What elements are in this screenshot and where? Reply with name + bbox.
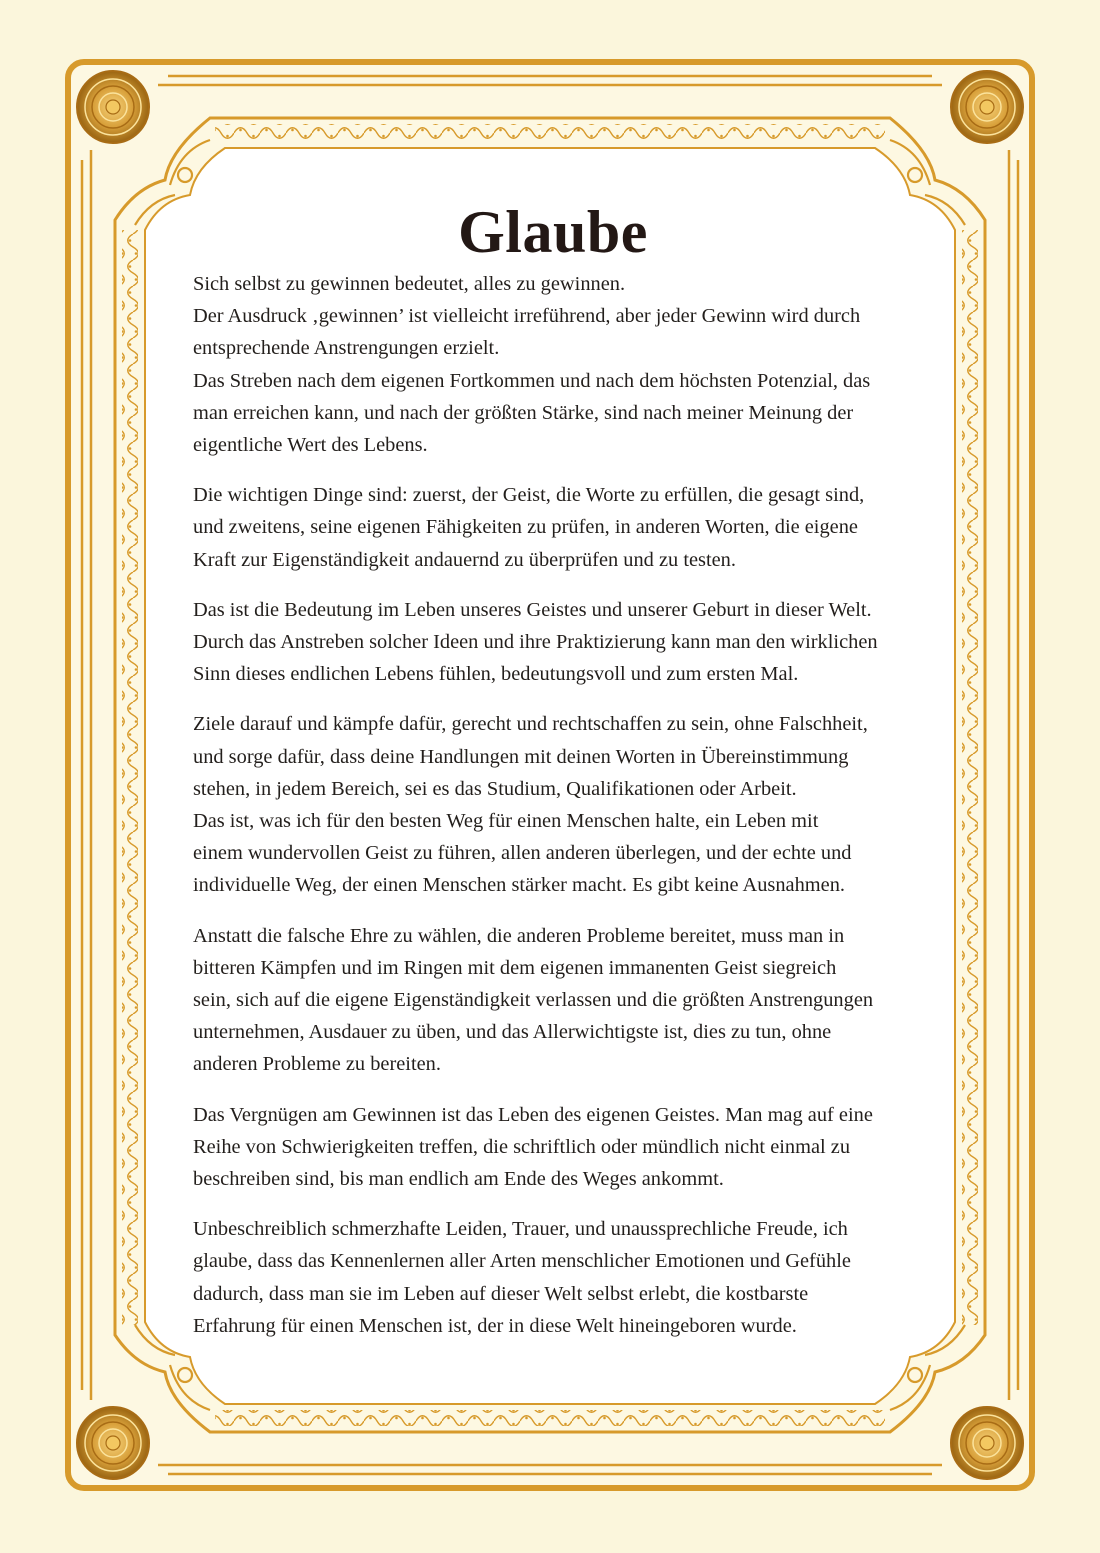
text-line: sein, sich auf die eigene Eigenständigkeit verlassen und die größten Anstrengungen (193, 989, 874, 1012)
corner-medallion-icon (77, 71, 149, 143)
text-line: Anstatt die falsche Ehre zu wählen, die anderen Probleme bereitet, muss man in (193, 924, 845, 947)
text-line: Ziele darauf und kämpfe dafür, gerecht und rechtschaffen zu sein, ohne Falschheit, (193, 713, 868, 736)
ornament-right (962, 230, 978, 1325)
text-line: Die wichtigen Dinge sind: zuerst, der Geist, die Worte zu erfüllen, die gesagt sind, (193, 484, 865, 507)
text-line: und sorge dafür, dass deine Handlungen mit deinen Worten in Übereinstimmung (193, 745, 849, 768)
document-title: Glaube (458, 199, 648, 265)
text-line: eigentliche Wert des Lebens. (193, 434, 428, 457)
text-line: Erfahrung für einen Menschen ist, der in diese Welt hineingeboren wurde. (193, 1314, 797, 1337)
corner-medallion-icon (951, 71, 1023, 143)
text-line: Sich selbst zu gewinnen bedeutet, alles zu gewinnen. (193, 273, 626, 295)
paragraph (193, 708, 913, 901)
text-line: Das Streben nach dem eigenen Fortkommen und nach dem höchsten Potenzial, das (193, 369, 871, 392)
paragraph (193, 479, 913, 576)
text-line: bitteren Kämpfen und im Ringen mit dem eigenen immanenten Geist siegreich (193, 956, 837, 979)
text-line: stehen, in jedem Bereich, sei es das Studium, Qualifikationen oder Arbeit. (193, 777, 797, 800)
text-line: beschreiben sind, bis man endlich am Ende des Weges ankommt. (193, 1168, 724, 1191)
paragraph (193, 268, 913, 461)
paragraph (193, 920, 913, 1081)
document-body (193, 196, 913, 1360)
text-line: dadurch, dass man sie im Leben auf dieser Welt selbst erlebt, die kostbarste (193, 1282, 809, 1305)
text-line: Sinn dieses endlichen Lebens fühlen, bedeutungsvoll und zum ersten Mal. (193, 663, 799, 686)
corner-medallion-icon (951, 1407, 1023, 1479)
paragraph (193, 594, 913, 691)
text-line: Kraft zur Eigenständigkeit andauernd zu überprüfen und zu testen. (193, 548, 736, 571)
text-line: anderen Probleme zu bereiten. (193, 1053, 441, 1076)
text-line: unternehmen, Ausdauer zu üben, und das Allerwichtigste ist, dies zu tun, ohne (193, 1021, 832, 1044)
paragraph-list (193, 268, 913, 1342)
text-line: Das Vergnügen am Gewinnen ist das Leben des eigenen Geistes. Man mag auf eine (193, 1103, 873, 1126)
text-line: Der Ausdruck ‚gewinnen’ ist vielleicht irreführend, aber jeder Gewinn wird durch (193, 305, 861, 328)
text-line: individuelle Weg, der einen Menschen stärker macht. Es gibt keine Ausnahmen. (193, 874, 846, 897)
paragraph (193, 1213, 913, 1342)
text-line: Durch das Anstreben solcher Ideen und ihre Praktizierung kann man den wirklichen (193, 631, 878, 654)
ornament-left (122, 230, 138, 1325)
text-line: Das ist die Bedeutung im Leben unseres Geistes und unserer Geburt in dieser Welt. (193, 598, 872, 621)
paragraph (193, 1099, 913, 1196)
text-line: Das ist, was ich für den besten Weg für einen Menschen halte, ein Leben mit (193, 810, 819, 833)
ornament-bottom (215, 1410, 885, 1426)
text-line: entsprechende Anstrengungen erzielt. (193, 337, 500, 360)
text-line: und zweitens, seine eigenen Fähigkeiten zu prüfen, in anderen Worten, die eigene (193, 516, 858, 539)
corner-medallion-icon (77, 1407, 149, 1479)
text-line: Unbeschreiblich schmerzhafte Leiden, Trauer, und unaussprechliche Freude, ich (193, 1218, 848, 1241)
text-line: glaube, dass das Kennenlernen aller Arten menschlicher Emotionen und Gefühle (193, 1250, 851, 1273)
text-line: man erreichen kann, und nach der größten Stärke, sind nach meiner Meinung der (193, 401, 854, 424)
ornament-top (215, 124, 885, 140)
text-line: Reihe von Schwierigkeiten treffen, die schriftlich oder mündlich nicht einmal zu (193, 1135, 851, 1158)
text-line: einem wundervollen Geist zu führen, allen anderen überlegen, und der echte und (193, 842, 852, 865)
